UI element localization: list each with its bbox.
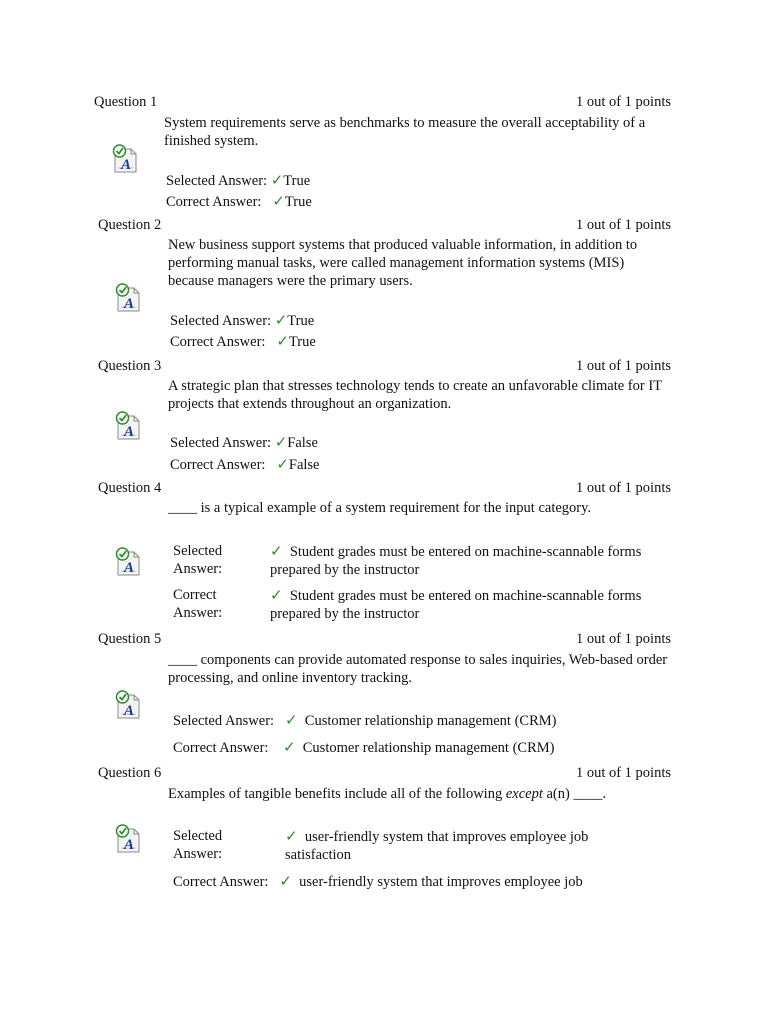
- correct-answer-label: Correct Answer:: [170, 334, 266, 350]
- selected-label-line: Selected: [173, 828, 223, 844]
- correct-answer: [170, 332, 316, 351]
- check-icon: ✓: [285, 827, 298, 845]
- correct-answer-value: False: [288, 457, 320, 473]
- question-header: [98, 215, 671, 235]
- selected-answer-value: [285, 827, 615, 864]
- correct-answer: [173, 738, 554, 757]
- correct-answer-icon: [115, 689, 141, 719]
- selected-answer-value: True: [283, 173, 311, 189]
- question-header: [98, 763, 671, 783]
- question-title: Question 1: [94, 94, 158, 110]
- correct-label-line: Correct: [173, 587, 217, 603]
- question-text: ____ is a typical example of a system requirement for the input category.: [168, 500, 592, 516]
- question-title: Question 5: [98, 631, 162, 647]
- question-score: 1 out of 1 points: [575, 94, 671, 110]
- check-icon: ✓: [284, 711, 298, 729]
- selected-label-line: Answer:: [173, 561, 223, 577]
- selected-answer-text: user-friendly system that improves employee job satisfaction: [285, 829, 589, 863]
- selected-answer-value: False: [287, 435, 318, 451]
- correct-answer-label: [173, 586, 253, 622]
- selected-label-line: Selected: [173, 543, 223, 559]
- question-text: New business support systems that produced valuable information, in addition to performing manual tasks, were called management information systems (MIS) because managers were the primary users.: [168, 237, 638, 289]
- correct-answer: [170, 455, 320, 474]
- question-text: ____ components can provide automated response to sales inquiries, Web-based order processing, and online inventory tracking.: [168, 652, 668, 686]
- correct-answer-label: Correct Answer:: [173, 740, 269, 756]
- question-score: 1 out of 1 points: [575, 480, 671, 496]
- selected-answer: [170, 311, 314, 330]
- check-icon: ✓: [272, 192, 285, 210]
- question-header: [98, 478, 671, 498]
- selected-answer-value: True: [287, 313, 315, 329]
- correct-answer-icon: [115, 546, 141, 576]
- question-text: [168, 785, 668, 803]
- question-text: A strategic plan that stresses technology tends to create an unfavorable climate for IT projects that extends throughout an organization.: [168, 378, 662, 412]
- question-title: Question 3: [98, 358, 162, 374]
- selected-answer-label: Selected Answer:: [170, 435, 272, 451]
- correct-answer: [173, 872, 583, 891]
- check-icon: ✓: [274, 433, 288, 451]
- correct-answer-value: True: [284, 194, 312, 210]
- correct-answer-icon: [115, 410, 141, 440]
- correct-answer-icon: [112, 143, 138, 173]
- correct-label-line: Answer:: [173, 605, 223, 621]
- selected-answer-label: Selected Answer:: [166, 173, 268, 189]
- correct-answer-value: True: [288, 334, 316, 350]
- selected-answer: [166, 171, 310, 190]
- selected-answer-value: [270, 542, 670, 579]
- check-icon: ✓: [270, 542, 283, 560]
- selected-answer-label: Selected Answer:: [173, 713, 275, 729]
- check-icon: ✓: [270, 171, 284, 189]
- question-text: System requirements serve as benchmarks to measure the overall acceptability of a finished system.: [164, 115, 646, 149]
- question-text-emphasis: except: [505, 786, 543, 802]
- check-icon: ✓: [282, 738, 296, 756]
- correct-answer-value: user-friendly system that improves employee job: [299, 874, 583, 890]
- question-title: Question 2: [98, 217, 162, 233]
- correct-answer-text: Student grades must be entered on machine-scannable forms prepared by the instructor: [270, 588, 642, 622]
- selected-answer-value: Customer relationship management (CRM): [304, 713, 557, 729]
- correct-answer-icon: [115, 282, 141, 312]
- check-icon: ✓: [276, 455, 289, 473]
- correct-answer-value: Customer relationship management (CRM): [302, 740, 555, 756]
- correct-answer-label: Correct Answer:: [170, 457, 266, 473]
- correct-answer-label: Correct Answer:: [166, 194, 262, 210]
- check-icon: ✓: [274, 311, 288, 329]
- question-title: Question 4: [98, 480, 162, 496]
- selected-label-line: Answer:: [173, 846, 223, 862]
- check-icon: ✓: [276, 332, 289, 350]
- selected-answer: [173, 711, 556, 730]
- question-text-part: Examples of tangible benefits include all of the following: [168, 786, 506, 802]
- selected-answer-label: [173, 827, 263, 863]
- question-title: Question 6: [98, 765, 162, 781]
- question-score: 1 out of 1 points: [575, 765, 671, 781]
- check-icon: ✓: [279, 872, 292, 890]
- question-text-part: a(n) ____.: [542, 786, 607, 802]
- question-score: 1 out of 1 points: [575, 631, 671, 647]
- question-header: [98, 356, 671, 376]
- correct-answer-icon: [115, 823, 141, 853]
- question-header: [98, 629, 671, 649]
- question-header: [94, 92, 671, 112]
- correct-answer-label: Correct Answer:: [173, 874, 269, 890]
- selected-answer: [170, 433, 318, 452]
- question-score: 1 out of 1 points: [575, 217, 671, 233]
- correct-answer-value: [270, 586, 670, 623]
- check-icon: ✓: [270, 586, 283, 604]
- selected-answer-text: Student grades must be entered on machine-scannable forms prepared by the instructor: [270, 544, 642, 578]
- selected-answer-label: [173, 542, 253, 578]
- selected-answer-label: Selected Answer:: [170, 313, 272, 329]
- question-score: 1 out of 1 points: [575, 358, 671, 374]
- correct-answer: [166, 192, 312, 211]
